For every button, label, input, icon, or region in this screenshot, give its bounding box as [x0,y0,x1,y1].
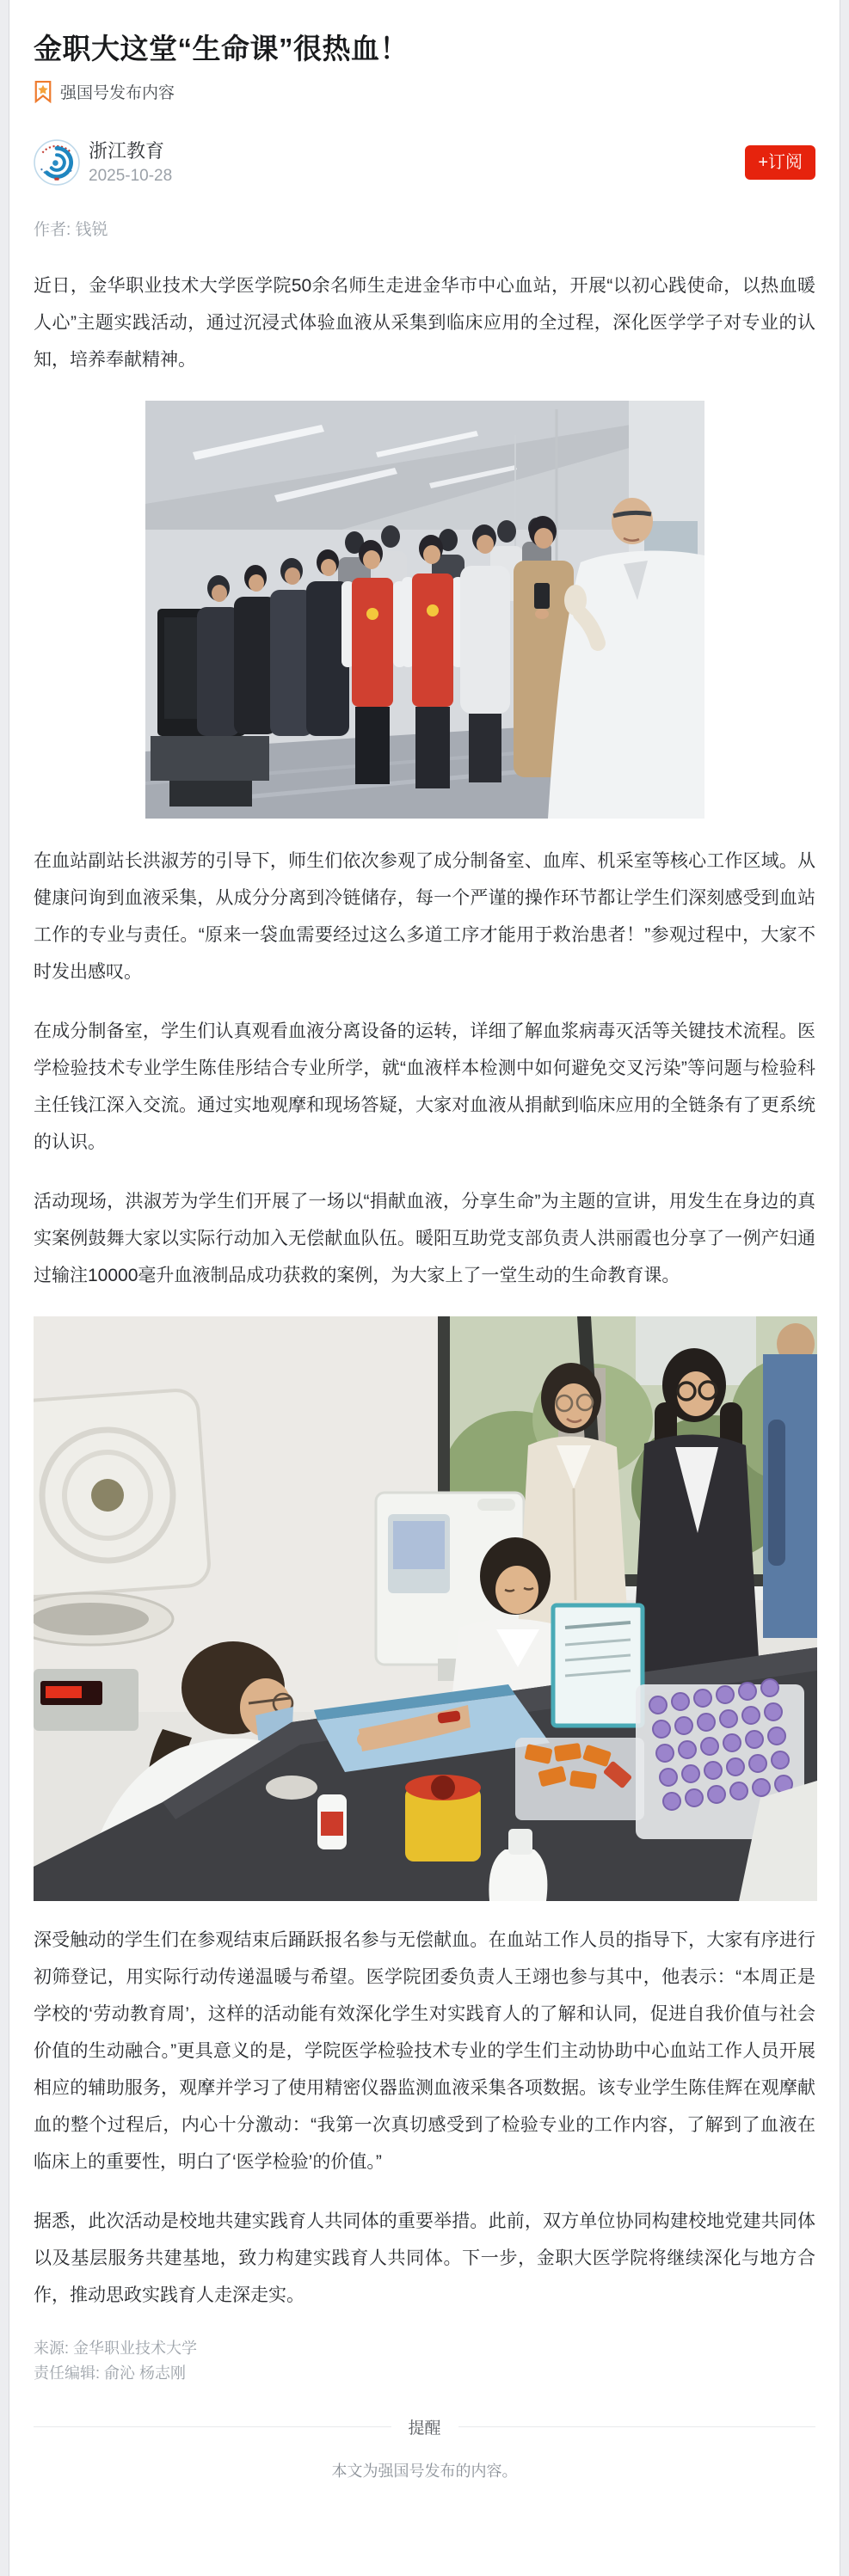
article-card [9,0,840,2576]
paragraph: 据悉，此次活动是校地共建实践育人共同体的重要举措。此前，双方单位协同构建校地党建共同体以及基层服务共建基地，致力构建实践育人共同体。下一步，金职大医学院将继续深化与地方合作，推动思政实践育人走深走实。 [34,2211,815,2306]
publish-date: 2025-10-28 [89,166,173,185]
divider-line [458,2426,816,2427]
source-block [34,2336,815,2386]
device-red-display [34,1669,138,1731]
divider-line [34,2426,391,2427]
paragraph: 在成分制备室，学生们认真观看血液分离设备的运转，详细了解血浆病毒灭活等关键技术流程。医学检验技术专业学生陈佳彤结合专业所学，就“血液样本检测中如何避免交叉污染”等问题与检验科主任钱江深入交流。通过实地观摩和现场答疑，大家对血液从捐献到临床应用的全链条有了更系统的认识。 [34,1021,815,1153]
paragraph: 近日，金华职业技术大学医学院50余名师生走进金华市中心血站，开展“以初心践使命，以热血暖人心”主题实践活动，通过沉浸式体验血液从采集到临床应用的全过程，深化医学学子对专业的认知，培养奉献精神。 [34,276,815,371]
publisher-name[interactable]: 浙江教育 [89,139,165,162]
page-title: 金职大这堂“生命课”很热血！ [34,33,409,64]
paragraph: 深受触动的学生们在参观结束后踊跃报名参与无偿献血。在血站工作人员的指导下，大家有序进行初筛登记，用实际行动传递温暖与希望。医学院团委负责人王翊也参与其中，他表示：“本周正是学校的‘劳动教育周’，这样的活动能有效深化学生对实践育人的了解和认同，促进自我价值与社会价值的生动融合。”更具意义的是，学院医学检验技术专业的学生们主动协助中心血站工作人员开展相应的辅助服务，观摩并学习了使用精密仪器监测血液采集各项数据。该专业学生陈佳辉在观摩献血的整个过程后，内心十分激动：“我第一次真切感受到了检验专业的工作内容，了解到了血液在临床上的重要性，明白了‘医学检验’的价值。” [34,1930,815,2173]
subscribe-button[interactable]: +订阅 [745,145,815,180]
source-line: 来源: 金华职业技术大学 [34,2340,198,2358]
bookmark-star-icon [34,80,52,103]
reminder-title: 提醒 [408,2420,441,2438]
publisher-meta [89,140,172,186]
publisher-logo[interactable] [34,139,80,186]
photo-blood-draw[interactable] [34,1316,817,1901]
article-body [34,267,815,2314]
instruction-card [553,1605,643,1726]
editor-line: 责任编辑: 俞沁 杨志刚 [34,2364,187,2383]
paragraph: 活动现场，洪淑芳为学生们开展了一场以“捐献血液，分享生命”为主题的宣讲，用发生在身边的真实案例鼓舞大家以实际行动加入无偿献血队伍。暖阳互助党支部负责人洪丽霞也分享了一例产妇通过输注10000毫升血液制品成功获救的案例，为大家上了一堂生动的生命教育课。 [34,1192,815,1286]
person-blue-jacket [763,1323,817,1638]
publisher-row [34,139,815,186]
author-line: 作者: 钱锐 [34,221,108,240]
sharps-container [405,1775,481,1861]
reminder-section [34,2415,815,2493]
qiangguo-badge [34,80,815,103]
reminder-note: 本文为强国号发布的内容。 [331,2463,518,2481]
badge-label: 强国号发布内容 [60,84,175,103]
paragraph: 在血站副站长洪淑芳的引导下，师生们依次参观了成分制备室、血库、机采室等核心工作区域。从健康问询到血液采集，从成分分离到冷链储存，每一个严谨的操作环节都让学生们深刻感受到血站工作的专业与责任。“原来一袋血需要经过这么多道工序才能用于救治患者！”参观过程中，大家不时发出感叹。 [34,851,815,983]
photo-blood-station-tour[interactable] [145,401,704,819]
lancet-organizer [515,1738,644,1820]
